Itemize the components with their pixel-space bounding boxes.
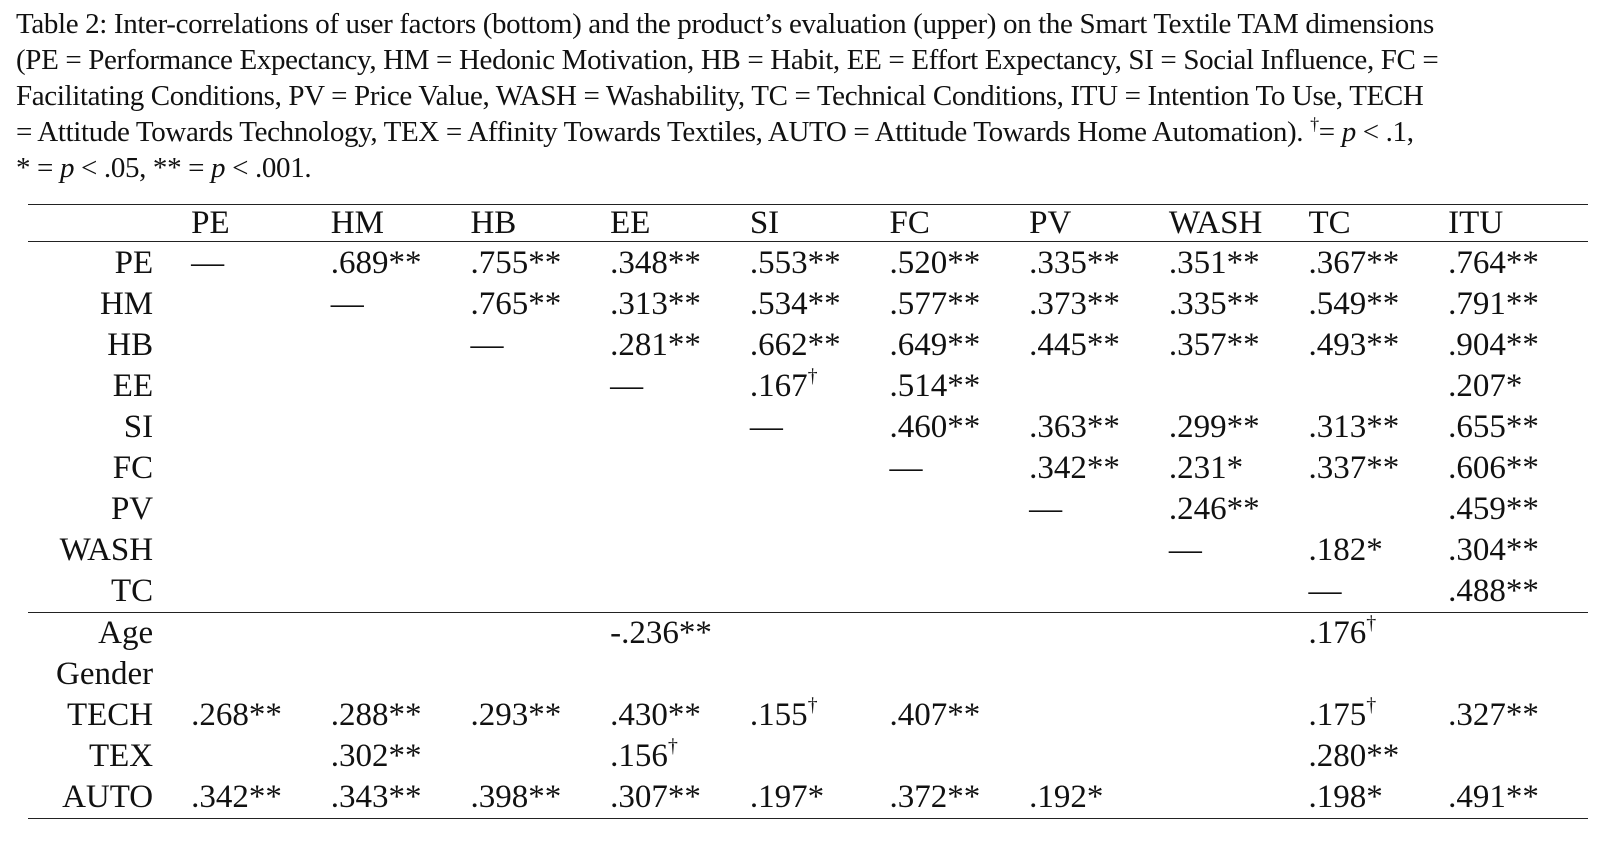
table-cell: .198*: [1308, 779, 1383, 815]
table-cell: .606**: [1448, 450, 1539, 486]
table-cell: [1309, 489, 1449, 530]
table-cell: [889, 613, 1029, 655]
table-cell: .491**: [1448, 779, 1539, 815]
table-cell: .488**: [1448, 573, 1539, 609]
table-cell: [750, 613, 890, 655]
table-cell: [470, 407, 610, 448]
table-cell: .268**: [191, 697, 282, 733]
table-cell: -.236**: [610, 615, 712, 651]
row-label: FC: [112, 450, 154, 486]
table-cell: .197*: [749, 779, 825, 815]
column-header-pe: PE: [191, 205, 230, 241]
table-cell: [331, 613, 471, 655]
table-cell: .182*: [1308, 532, 1383, 568]
table-cell: [470, 571, 610, 613]
row-label: HM: [99, 286, 154, 322]
table-cell: [1448, 654, 1588, 695]
table-cell: [191, 284, 331, 325]
table-cell: .549**: [1308, 286, 1400, 322]
table-cell: .231*: [1168, 450, 1244, 486]
header-corner: [28, 205, 191, 242]
table-cell: .313**: [1308, 409, 1400, 445]
table-cell: [1029, 613, 1169, 655]
table-cell: [331, 530, 471, 571]
table-cell: [610, 489, 750, 530]
user-factors-section: [28, 613, 1588, 819]
table-cell: [889, 571, 1029, 613]
table-cell: .281**: [610, 327, 701, 363]
column-header-pv: PV: [1029, 205, 1072, 241]
table-cell: [470, 654, 610, 695]
caption-line-2: (PE = Performance Expectancy, HM = Hedonic Motivation, HB = Habit, EE = Effort Expectancy, SI = Social Influence, FC =: [16, 44, 1439, 76]
table-row-pe: [28, 242, 1588, 285]
table-cell: .430**: [610, 697, 701, 733]
table-cell: [191, 613, 331, 655]
table-cell: [331, 654, 471, 695]
table-row-ee: [28, 366, 1588, 407]
table-row-fc: [28, 448, 1588, 489]
table-cell: [331, 407, 471, 448]
table-cell: .655**: [1448, 409, 1539, 445]
table-cell: .327**: [1448, 697, 1539, 733]
table-cell: [191, 407, 331, 448]
table-cell: [1169, 571, 1309, 613]
table-cell: .307**: [610, 779, 701, 815]
table-cell: .351**: [1168, 245, 1260, 281]
table-cell: .764**: [1448, 245, 1539, 281]
table-row-age: [28, 613, 1588, 655]
correlation-table: [28, 204, 1588, 819]
correlation-table-container: [28, 204, 1588, 819]
table-cell: [331, 571, 471, 613]
table-cell: .302**: [330, 738, 422, 774]
table-cell: .755**: [470, 245, 562, 281]
table-cell: [331, 448, 471, 489]
table-cell: —: [889, 450, 923, 486]
table-cell: [750, 571, 890, 613]
row-label: Gender: [56, 656, 154, 692]
table-cell: [191, 325, 331, 366]
table-cell: [1169, 654, 1309, 695]
table-row-wash: [28, 530, 1588, 571]
table-cell: .348**: [610, 245, 701, 281]
table-cell: —: [1168, 532, 1202, 568]
table-cell: .155†: [749, 694, 818, 733]
table-cell: [610, 530, 750, 571]
table-cell: [610, 654, 750, 695]
column-header-fc: FC: [889, 205, 930, 241]
table-cell: [889, 654, 1029, 695]
table-cell: .398**: [470, 779, 562, 815]
row-label: TEX: [88, 738, 154, 774]
table-cell: [331, 489, 471, 530]
table-cell: .534**: [749, 286, 841, 322]
table-cell: [470, 530, 610, 571]
table-cell: .445**: [1029, 327, 1120, 363]
dagger-symbol: †: [1310, 114, 1319, 134]
table-cell: .407**: [889, 697, 981, 733]
row-label: PV: [110, 491, 154, 527]
table-cell: [750, 448, 890, 489]
table-cell: .176†: [1308, 612, 1377, 651]
table-cell: .293**: [470, 697, 562, 733]
caption-line-1: Table 2: Inter-correlations of user factors (bottom) and the product’s evaluation (upper) on the Smart Textile TAM dimensions: [16, 8, 1434, 40]
table-cell: [1309, 366, 1449, 407]
table-cell: [750, 489, 890, 530]
table-cell: [1169, 366, 1309, 407]
table-cell: .313**: [610, 286, 701, 322]
row-label: HB: [107, 327, 154, 363]
row-label: WASH: [59, 532, 154, 568]
table-cell: —: [610, 368, 644, 404]
table-cell: .765**: [470, 286, 562, 322]
table-caption: [16, 6, 1604, 186]
column-header-hb: HB: [470, 205, 517, 241]
table-row-tech: [28, 695, 1588, 736]
caption-line-4-text: = Attitude Towards Technology, TEX = Affinity Towards Textiles, AUTO = Attitude Towards Home Automation).: [16, 116, 1304, 148]
caption-line-3: Facilitating Conditions, PV = Price Value, WASH = Washability, TC = Technical Conditions, ITU = Intention To Use, TECH: [16, 80, 1424, 112]
table-row-gender: [28, 654, 1588, 695]
table-cell: .288**: [330, 697, 422, 733]
table-cell: .175†: [1308, 694, 1377, 733]
table-row-pv: [28, 489, 1588, 530]
table-cell: [750, 530, 890, 571]
table-cell: [191, 530, 331, 571]
table-cell: [1448, 736, 1588, 777]
table-cell: .460**: [889, 409, 981, 445]
table-cell: .280**: [1308, 738, 1400, 774]
table-cell: .167†: [749, 365, 818, 404]
table-cell: .662**: [749, 327, 841, 363]
table-cell: [610, 571, 750, 613]
table-cell: .156†: [610, 735, 678, 774]
table-cell: .514**: [889, 368, 981, 404]
table-cell: .459**: [1448, 491, 1539, 527]
table-cell: .357**: [1168, 327, 1260, 363]
table-cell: —: [1308, 573, 1342, 609]
table-cell: .493**: [1308, 327, 1400, 363]
table-cell: [750, 654, 890, 695]
table-cell: [331, 366, 471, 407]
table-cell: .335**: [1029, 245, 1120, 281]
table-cell: —: [1029, 491, 1063, 527]
row-label: AUTO: [62, 779, 154, 815]
table-cell: [1309, 654, 1449, 695]
table-cell: —: [330, 286, 364, 322]
caption-line-4: [16, 114, 1604, 150]
row-label: EE: [112, 368, 154, 404]
table-cell: [1169, 613, 1309, 655]
table-row-hb: [28, 325, 1588, 366]
table-cell: .343**: [330, 779, 422, 815]
table-cell: [610, 407, 750, 448]
table-cell: .246**: [1168, 491, 1260, 527]
caption-line-5: * = p < .05, ** = p < .001.: [16, 152, 312, 184]
table-cell: [191, 736, 331, 777]
column-header-itu: ITU: [1448, 205, 1504, 241]
table-cell: [1029, 736, 1169, 777]
table-cell: .367**: [1308, 245, 1400, 281]
table-cell: [1169, 695, 1309, 736]
table-header: [28, 205, 1588, 242]
table-cell: [470, 448, 610, 489]
table-cell: [889, 736, 1029, 777]
column-header-wash: WASH: [1168, 205, 1263, 241]
table-cell: .342**: [1029, 450, 1120, 486]
table-row-tex: [28, 736, 1588, 777]
table-row-hm: [28, 284, 1588, 325]
table-cell: .299**: [1168, 409, 1260, 445]
table-cell: [191, 366, 331, 407]
table-cell: [470, 736, 610, 777]
header-row: [28, 205, 1588, 242]
table-cell: [470, 489, 610, 530]
table-cell: .342**: [191, 779, 282, 815]
table-cell: —: [749, 409, 783, 445]
table-cell: [191, 654, 331, 695]
table-cell: .373**: [1029, 286, 1120, 322]
table-cell: .304**: [1448, 532, 1539, 568]
table-row-si: [28, 407, 1588, 448]
table-row-tc: [28, 571, 1588, 613]
table-cell: [191, 448, 331, 489]
row-label: TECH: [66, 697, 154, 733]
table-cell: [1169, 736, 1309, 777]
table-cell: [1029, 530, 1169, 571]
table-cell: [889, 530, 1029, 571]
column-header-tc: TC: [1308, 205, 1351, 241]
table-row-auto: [28, 777, 1588, 819]
table-cell: [191, 571, 331, 613]
product-evaluation-section: [28, 242, 1588, 613]
table-cell: .363**: [1029, 409, 1120, 445]
table-cell: [470, 366, 610, 407]
row-label: SI: [123, 409, 154, 445]
table-cell: .689**: [330, 245, 422, 281]
table-cell: [331, 325, 471, 366]
table-cell: .649**: [889, 327, 981, 363]
row-label: Age: [98, 615, 154, 651]
table-cell: .335**: [1168, 286, 1260, 322]
table-cell: .207*: [1448, 368, 1523, 404]
table-cell: .904**: [1448, 327, 1539, 363]
table-cell: .337**: [1308, 450, 1400, 486]
table-cell: .520**: [889, 245, 981, 281]
table-cell: [750, 736, 890, 777]
table-cell: .791**: [1448, 286, 1539, 322]
table-cell: .553**: [749, 245, 841, 281]
table-cell: [1169, 777, 1309, 819]
row-label: TC: [110, 573, 154, 609]
table-cell: [1448, 613, 1588, 655]
table-cell: —: [470, 327, 504, 363]
row-label: PE: [114, 245, 154, 281]
table-cell: .192*: [1029, 779, 1104, 815]
table-cell: .577**: [889, 286, 981, 322]
table-cell: [889, 489, 1029, 530]
table-cell: [1029, 695, 1169, 736]
dagger-legend: = p < .1,: [1318, 116, 1414, 148]
table-cell: .372**: [889, 779, 981, 815]
column-header-si: SI: [749, 205, 780, 241]
table-cell: [1029, 654, 1169, 695]
table-cell: —: [191, 245, 225, 281]
table-cell: [610, 448, 750, 489]
column-header-ee: EE: [610, 205, 651, 241]
table-cell: [191, 489, 331, 530]
column-header-hm: HM: [330, 205, 384, 241]
table-cell: [1029, 366, 1169, 407]
table-cell: [1029, 571, 1169, 613]
table-cell: [470, 613, 610, 655]
